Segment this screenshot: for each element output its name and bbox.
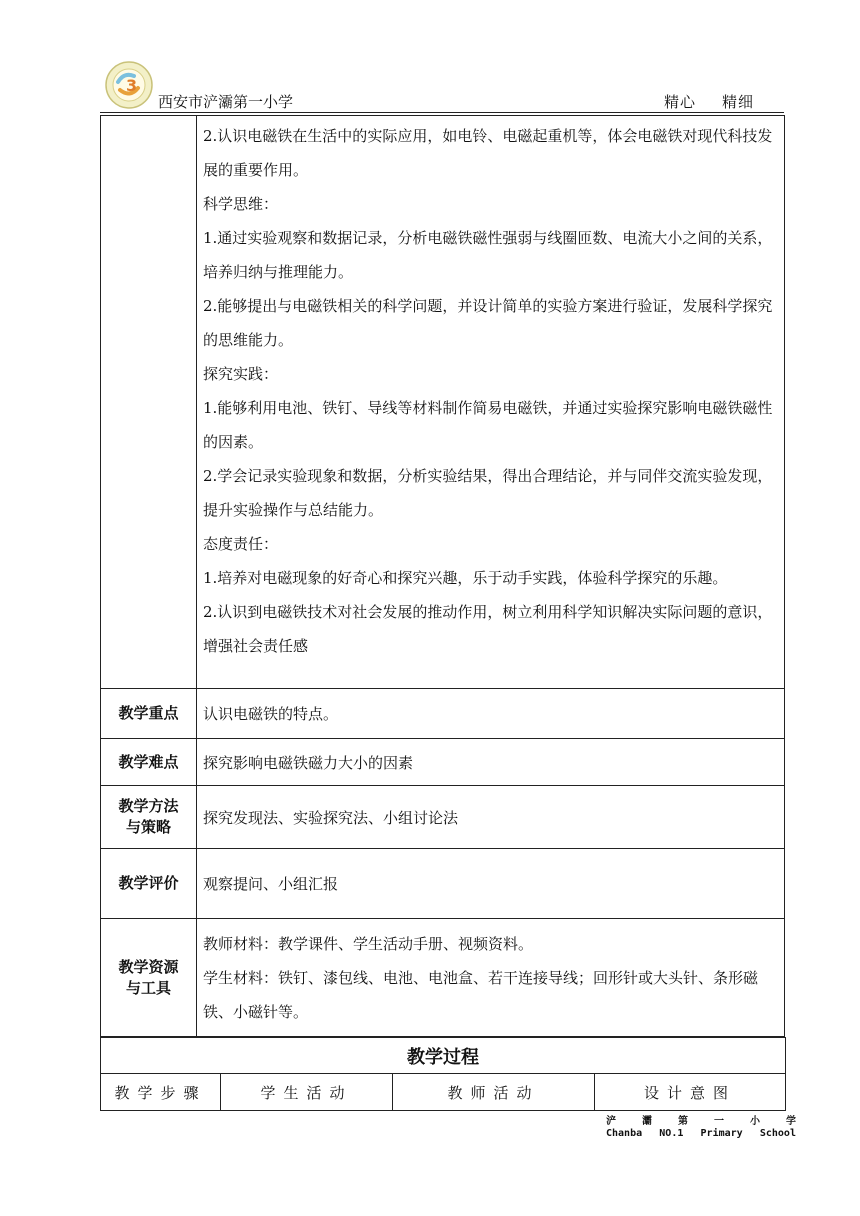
footer-char: 学 xyxy=(786,1116,796,1127)
objective-heading: 探究实践： xyxy=(203,365,279,383)
objective-paragraph: 1.能够利用电池、铁钉、导线等材料制作简易电磁铁，并通过实验探究影响电磁铁磁性的因素。 xyxy=(203,399,773,451)
svg-text:3: 3 xyxy=(126,76,138,95)
footer-char: 浐 xyxy=(606,1116,616,1127)
objective-paragraph: 2.认识电磁铁在生活中的实际应用，如电铃、电磁起重机等，体会电磁铁对现代科技发展的重要作用。 xyxy=(203,127,773,179)
difficulties-label: 教学难点 xyxy=(101,739,197,786)
footer-word: Primary xyxy=(700,1128,743,1139)
lesson-plan-table xyxy=(100,115,785,1037)
footer-char: 一 xyxy=(714,1116,724,1127)
methods-row xyxy=(101,786,785,849)
objective-paragraph: 2.学会记录实验现象和数据，分析实验结果，得出合理结论，并与同伴交流实验发现，提升实验操作与总结能力。 xyxy=(203,467,773,519)
objectives-content xyxy=(197,116,785,689)
column-header-step: 教学步骤 xyxy=(101,1074,221,1111)
motto-word: 精心 xyxy=(663,93,696,111)
objective-paragraph: 1.通过实验观察和数据记录，分析电磁铁磁性强弱与线圈匝数、电流大小之间的关系，培养归纳与推理能力。 xyxy=(203,229,773,281)
column-header-student: 学生活动 xyxy=(221,1074,393,1111)
methods-value: 探究发现法、实验探究法、小组讨论法 xyxy=(197,786,785,849)
key-points-row xyxy=(101,689,785,739)
teacher-materials: 教师材料：教学课件、学生活动手册、视频资料。 xyxy=(203,934,534,953)
key-points-label: 教学重点 xyxy=(101,689,197,739)
objective-paragraph: 2.能够提出与电磁铁相关的科学问题，并设计简单的实验方案进行验证，发展科学探究的思维能力。 xyxy=(203,297,773,349)
objective-paragraph: 2.认识到电磁铁技术对社会发展的推动作用，树立利用科学知识解决实际问题的意识，增强社会责任感 xyxy=(203,603,773,655)
methods-label-line: 与策略 xyxy=(125,818,171,836)
student-materials: 学生材料：铁钉、漆包线、电池、电池盒、若干连接导线；回形针或大头针、条形磁铁、小磁针等。 xyxy=(203,968,759,1021)
footer-char: 小 xyxy=(750,1116,760,1127)
resources-value xyxy=(197,919,785,1037)
school-name: 西安市浐灞第一小学 xyxy=(158,93,294,111)
process-table xyxy=(100,1037,786,1111)
resources-label-line: 教学资源 xyxy=(118,957,179,976)
resources-label-line: 与工具 xyxy=(125,978,171,997)
footer-english xyxy=(606,1128,796,1139)
footer-char: 第 xyxy=(678,1116,688,1127)
resources-row xyxy=(101,919,785,1037)
page-footer xyxy=(606,1112,796,1139)
page-header xyxy=(100,60,784,113)
objectives-label-cell xyxy=(101,116,197,689)
key-points-value: 认识电磁铁的特点。 xyxy=(197,689,785,739)
methods-label xyxy=(101,786,197,849)
evaluation-row xyxy=(101,849,785,919)
evaluation-value: 观察提问、小组汇报 xyxy=(197,849,785,919)
footer-char: 灞 xyxy=(642,1116,652,1127)
school-logo-icon xyxy=(104,60,154,110)
evaluation-label: 教学评价 xyxy=(101,849,197,919)
footer-word: Chanba xyxy=(606,1128,643,1139)
school-motto xyxy=(664,91,754,112)
motto-word: 精细 xyxy=(721,93,754,111)
objectives-row xyxy=(101,116,785,689)
difficulties-value: 探究影响电磁铁磁力大小的因素 xyxy=(197,739,785,786)
footer-chinese xyxy=(606,1112,796,1127)
column-header-design: 设计意图 xyxy=(595,1074,786,1111)
methods-label-line: 教学方法 xyxy=(118,797,179,815)
process-title: 教学过程 xyxy=(101,1038,786,1074)
objective-paragraph: 1.培养对电磁现象的好奇心和探究兴趣，乐于动手实践，体验科学探究的乐趣。 xyxy=(203,569,728,587)
process-header-row xyxy=(101,1074,786,1111)
objective-heading: 态度责任： xyxy=(203,535,279,553)
column-header-teacher: 教师活动 xyxy=(393,1074,595,1111)
resources-label xyxy=(101,919,197,1037)
difficulties-row xyxy=(101,739,785,786)
footer-word: School xyxy=(759,1128,796,1139)
objective-heading: 科学思维： xyxy=(203,195,279,213)
footer-word: NO.1 xyxy=(659,1128,684,1139)
